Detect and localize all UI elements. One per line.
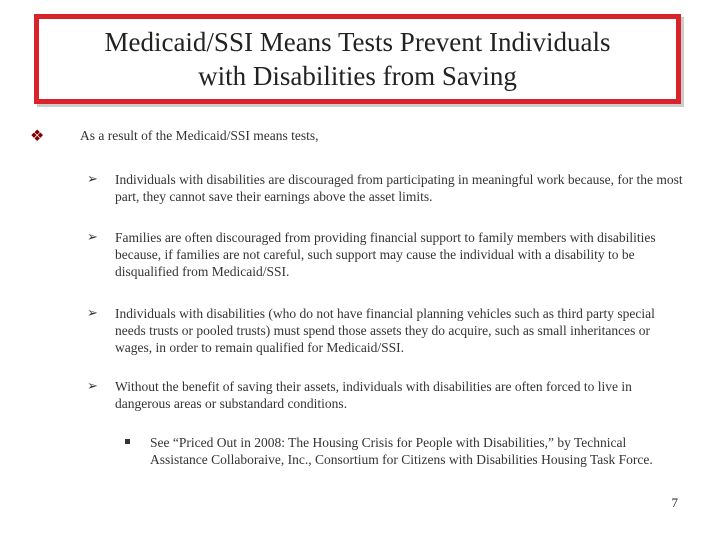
arrow-bullet-icon: ➢ [87,305,98,320]
arrow-bullet-icon: ➢ [87,229,98,244]
bullet-text: Without the benefit of saving their assets, individuals with disabilities are often forced to live in dangerous areas or substandard conditions. [115,379,632,411]
arrow-bullet-icon: ➢ [87,378,98,393]
diamond-bullet-icon: ❖ [30,128,45,145]
bullet-text: Individuals with disabilities are discouraged from participating in meaningful work because, for the most part, they cannot save their earnings above the asset limits. [115,172,683,204]
slide-title-box [34,14,681,104]
square-bullet-icon [125,439,130,444]
bullet-text: Individuals with disabilities (who do not have financial planning vehicles such as third party special needs trusts or pooled trusts) must spend those assets they do acquire, such as small inheritances or wages, in order to remain qualified for Medicaid/SSI. [115,306,655,355]
slide-title-line-2: with Disabilities from Saving [198,61,517,91]
arrow-bullet-icon: ➢ [87,171,98,186]
intro-text: As a result of the Medicaid/SSI means tests, [80,128,319,143]
bullet-text: Families are often discouraged from providing financial support to family members with disabilities because, if families are not careful, such support may cause the individual with a disability to be disqualified from Medicaid/SSI. [115,230,656,279]
sub-bullet-text: See “Priced Out in 2008: The Housing Crisis for People with Disabilities,” by Technical Assistance Collaboraive, Inc., Consortium for Citizens with Disabilities Housing Task Force. [150,435,653,467]
slide-title-line-1: Medicaid/SSI Means Tests Prevent Individuals [104,27,611,57]
page-number: 7 [671,495,678,510]
